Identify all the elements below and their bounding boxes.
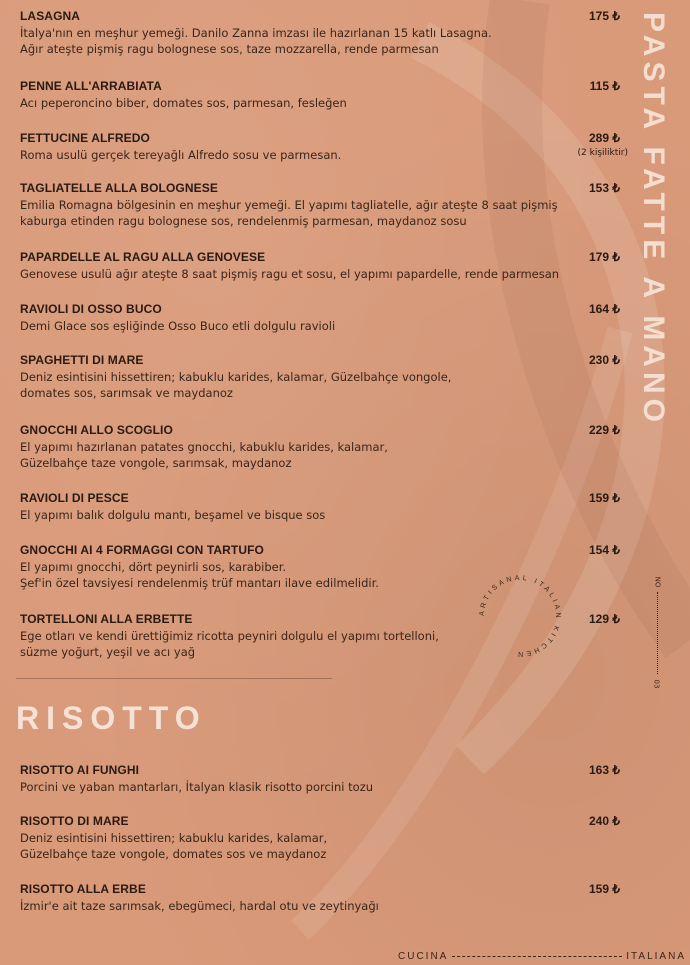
menu-item-price: 229 ₺: [589, 423, 620, 437]
menu-item-description-line: Roma usulü gerçek tereyağlı Alfredo sosu ve parmesan.: [20, 148, 342, 162]
artisanal-stamp-logo: [470, 566, 570, 666]
menu-item-name: LASAGNA: [20, 9, 81, 23]
menu-item-name: PENNE ALL'ARRABIATA: [20, 79, 162, 93]
menu-item-description: [20, 507, 630, 523]
menu-item: [20, 762, 630, 795]
side-page-mark: [652, 578, 664, 688]
menu-item-price: 163 ₺: [589, 763, 620, 777]
menu-item-description: [20, 266, 630, 282]
footer-right: ITALIANA: [626, 951, 686, 962]
menu-item-description: [20, 830, 630, 862]
risotto-section-title: RISOTTO: [16, 700, 207, 736]
menu-item-description-line: Acı peperoncino biber, domates sos, parmesan, fesleğen: [20, 96, 347, 110]
menu-item-description-line: İzmir'e ait taze sarımsak, ebegümeci, hardal otu ve zeytinyağı: [20, 899, 379, 913]
menu-item-name: RAVIOLI DI OSSO BUCO: [20, 302, 162, 316]
menu-item-price: 159 ₺: [589, 491, 620, 505]
menu-item-price-note: (2 kişiliktir): [577, 148, 628, 158]
menu-item-description-line: Şef'in özel tavsiyesi rendelenmiş trüf mantarı ilave edilmelidir.: [20, 576, 379, 590]
menu-item-description: [20, 147, 630, 163]
menu-item: [20, 490, 630, 523]
pasta-section-title: [637, 12, 676, 427]
footer-dash-line: [452, 956, 622, 957]
footer: [398, 951, 686, 962]
menu-item-name: TORTELLONI ALLA ERBETTE: [20, 612, 193, 626]
menu-item-price: 115 ₺: [589, 79, 620, 93]
side-mark-top: NO: [653, 576, 662, 588]
stamp-text: ARTISANAL ITALIAN KITCHEN: [478, 574, 562, 658]
menu-item: [20, 8, 630, 57]
menu-item-description-line: Deniz esintisini hissettiren; kabuklu karides, kalamar,: [20, 831, 328, 845]
menu-item-price: 164 ₺: [589, 302, 620, 316]
menu-item-description-line: Porcini ve yaban mantarları, İtalyan klasik risotto porcini tozu: [20, 780, 374, 794]
menu-item-description: [20, 779, 630, 795]
menu-item-description: [20, 25, 630, 57]
menu-item-name: SPAGHETTI DI MARE: [20, 353, 144, 367]
menu-item-description: [20, 318, 630, 334]
menu-item-name: RAVIOLI DI PESCE: [20, 491, 129, 505]
menu-item-description-line: Güzelbahçe taze vongole, sarımsak, maydanoz: [20, 456, 292, 470]
section-divider: [16, 678, 332, 679]
menu-item-description-line: İtalya'nın en meşhur yemeği. Danilo Zanna imzası ile hazırlanan 15 katlı Lasagna.: [20, 26, 492, 40]
menu-item-description-line: Ağır ateşte pişmiş ragu bolognese sos, taze mozzarella, rende parmesan: [20, 42, 439, 56]
menu-item: [20, 78, 630, 111]
menu-item-description-line: El yapımı balık dolgulu mantı, beşamel ve bisque sos: [20, 508, 326, 522]
menu-item-description-line: Emilia Romagna bölgesinin en meşhur yemeği. El yapımı tagliatelle, ağır ateşte 8 saat pişmiş: [20, 198, 558, 212]
menu-item-name: GNOCCHI ALLO SCOGLIO: [20, 423, 173, 437]
menu-item-price: 154 ₺: [589, 543, 620, 557]
menu-item: [20, 249, 630, 282]
menu-item-description: [20, 95, 630, 111]
menu-item-description: [20, 439, 630, 471]
menu-item: [20, 180, 630, 229]
menu-item: [20, 352, 630, 401]
menu-item: [20, 813, 630, 862]
menu-item-name: RISOTTO DI MARE: [20, 814, 129, 828]
menu-item-description-line: Ege otları ve kendi ürettiğimiz ricotta peyniri dolgulu el yapımı tortelloni,: [20, 629, 439, 643]
menu-item-description-line: El yapımı gnocchi, dört peynirli sos, karabiber.: [20, 560, 287, 574]
menu-item-description-line: domates sos, sarımsak ve maydanoz: [20, 386, 233, 400]
menu-item-name: TAGLIATELLE ALLA BOLOGNESE: [20, 181, 218, 195]
menu-item-description-line: kaburga etinden ragu bolognese sos, rendelenmiş parmesan, maydanoz sosu: [20, 214, 467, 228]
menu-item-name: FETTUCINE ALFREDO: [20, 131, 150, 145]
menu-item-description-line: Güzelbahçe taze vongole, domates sos ve maydanoz: [20, 847, 327, 861]
menu-item-description-line: Deniz esintisini hissettiren; kabuklu karides, kalamar, Güzelbahçe vongole,: [20, 370, 452, 384]
menu-item-description-line: süzme yoğurt, yeşil ve acı yağ: [20, 645, 196, 659]
menu-item-price: 129 ₺: [589, 612, 620, 626]
side-mark-line: [657, 592, 658, 674]
menu-item-price: 159 ₺: [589, 882, 620, 896]
menu-item: [20, 881, 630, 914]
menu-item-description-line: Genovese usulü ağır ateşte 8 saat pişmiş ragu et sosu, el yapımı papardelle, rende parmesan: [20, 267, 560, 281]
menu-item-description-line: Demi Glace sos eşliğinde Osso Buco etli dolgulu ravioli: [20, 319, 336, 333]
menu-item-price: 289 ₺: [589, 131, 620, 145]
svg-text:ARTISANAL ITALIAN KITCHEN: [479, 575, 561, 657]
menu-item-price: 230 ₺: [589, 353, 620, 367]
menu-item-price: 179 ₺: [589, 250, 620, 264]
pasta-title-text: PASTA FATTE A MANO: [637, 12, 670, 427]
menu-item-name: RISOTTO ALLA ERBE: [20, 882, 146, 896]
menu-item-name: GNOCCHI AI 4 FORMAGGI CON TARTUFO: [20, 543, 264, 557]
menu-item-name: RISOTTO AI FUNGHI: [20, 763, 140, 777]
menu-item-description: [20, 898, 630, 914]
menu-item: [20, 301, 630, 334]
menu-item-price: 240 ₺: [589, 814, 620, 828]
side-mark-bottom: 03: [652, 679, 661, 689]
menu-item-description: [20, 369, 630, 401]
menu-item-price: 153 ₺: [589, 181, 620, 195]
menu-item-description: [20, 197, 630, 229]
menu-item-description-line: El yapımı hazırlanan patates gnocchi, kabuklu karides, kalamar,: [20, 440, 388, 454]
footer-left: CUCINA: [398, 951, 449, 962]
menu-item-name: PAPARDELLE AL RAGU ALLA GENOVESE: [20, 250, 266, 264]
menu-item-price: 175 ₺: [589, 9, 620, 23]
menu-item: [20, 422, 630, 471]
menu-item: [20, 130, 630, 163]
